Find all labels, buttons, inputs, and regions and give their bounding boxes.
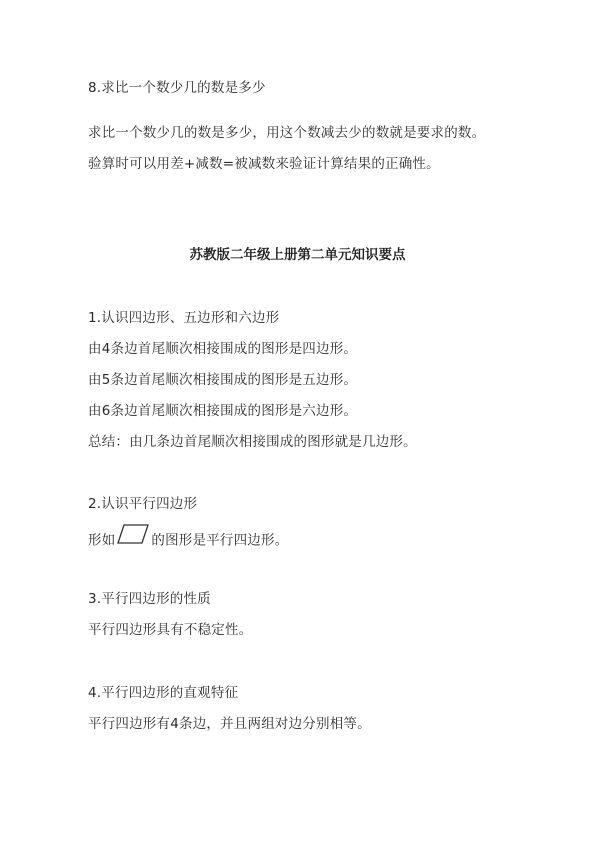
section-2-text-before: 形如 xyxy=(88,532,116,549)
section-2-text xyxy=(88,527,288,554)
section-4-heading: 4.平行四边形的直观特征 xyxy=(88,685,239,701)
section-3-heading: 3.平行四边形的性质 xyxy=(88,591,211,607)
section-1-text-1: 由4条边首尾顺次相接围成的图形是四边形。 xyxy=(88,341,358,357)
page-title: 苏教版二年级上册第二单元知识要点 xyxy=(189,247,406,263)
section-1-summary: 总结：由几条边首尾顺次相接围成的图形就是几边形。 xyxy=(88,434,417,450)
section-1-heading: 1.认识四边形、五边形和六边形 xyxy=(88,310,280,326)
section-2-text-after: 的图形是平行四边形。 xyxy=(151,532,289,549)
section-2-heading: 2.认识平行四边形 xyxy=(88,496,198,512)
section-1-text-2: 由5条边首尾顺次相接围成的图形是五边形。 xyxy=(88,372,358,388)
parallelogram-icon xyxy=(116,523,150,550)
section-3-text: 平行四边形具有不稳定性。 xyxy=(88,622,253,638)
section-8-heading: 8.求比一个数少几的数是多少 xyxy=(88,80,266,96)
section-8-text-1: 求比一个数少几的数是多少，用这个数减去少的数就是要求的数。 xyxy=(88,125,486,141)
section-1-text-3: 由6条边首尾顺次相接围成的图形是六边形。 xyxy=(88,403,358,419)
section-4-text: 平行四边形有4条边，并且两组对边分别相等。 xyxy=(88,716,371,732)
section-8-text-2: 验算时可以用差+减数=被减数来验证计算结果的正确性。 xyxy=(88,156,440,172)
